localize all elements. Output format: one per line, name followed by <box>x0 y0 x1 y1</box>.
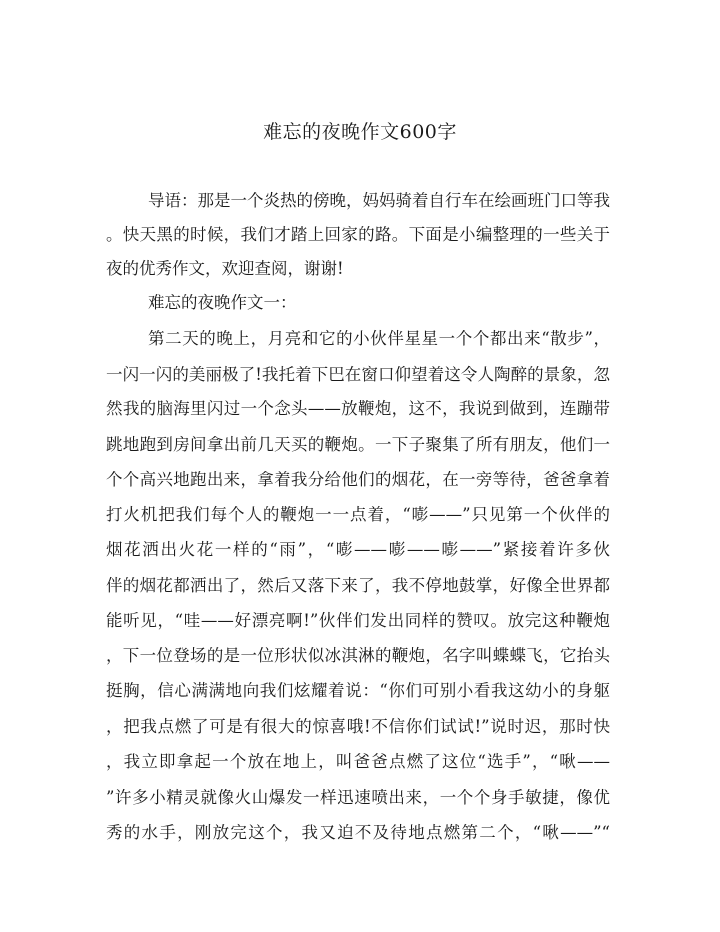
paragraph-line: 跳地跑到房间拿出前几天买的鞭炮。一下子聚集了所有朋友，他们一 <box>106 435 610 454</box>
paragraph-line: 一闪一闪的美丽极了!我托着下巴在窗口仰望着这令人陶醉的景象，忽 <box>106 365 610 384</box>
paragraph-line: 烟花洒出火花一样的“雨”，“嘭——嘭——嘭——”紧接着许多伙 <box>106 540 610 559</box>
paragraph-line: 然我的脑海里闪过一个念头——放鞭炮，这不，我说到做到，连蹦带 <box>106 399 610 418</box>
paragraph-line: 伴的烟花都洒出了，然后又落下来了，我不停地鼓掌，好像全世界都 <box>106 576 610 595</box>
paragraph-line: ，把我点燃了可是有很大的惊喜哦!不信你们试试!”说时迟，那时快 <box>106 717 610 736</box>
paragraph-line: 能听见，“哇——好漂亮啊!”伙伴们发出同样的赞叹。放完这种鞭炮 <box>106 611 610 630</box>
paragraph-line: 第二天的晚上，月亮和它的小伙伴星星一个个都出来“散步”， <box>148 329 610 348</box>
paragraph-line: 夜的优秀作文，欢迎查阅，谢谢! <box>106 259 344 278</box>
page-title: 难忘的夜晚作文600字 <box>263 121 457 143</box>
paragraph-line: 个个高兴地跑出来，拿着我分给他们的烟花，在一旁等待，爸爸拿着 <box>106 470 610 489</box>
paragraph-line: ，下一位登场的是一位形状似冰淇淋的鞭炮，名字叫蝶蝶飞，它抬头 <box>106 646 610 665</box>
paragraph-line: 。快天黑的时候，我们才踏上回家的路。下面是小编整理的一些关于 <box>106 225 610 244</box>
paragraph-line: 秀的水手，刚放完这个，我又迫不及待地点燃第二个，“啾——”“ <box>106 823 610 842</box>
paragraph-line: 挺胸，信心满满地向我们炫耀着说：“你们可别小看我这幼小的身躯 <box>106 681 610 700</box>
paragraph-line: ”许多小精灵就像火山爆发一样迅速喷出来，一个个身手敏捷，像优 <box>106 788 610 807</box>
paragraph-line: ，我立即拿起一个放在地上，叫爸爸点燃了这位“选手”，“啾—— <box>106 752 610 771</box>
paragraph-line: 打火机把我们每个人的鞭炮一一点着，“嘭——”只见第一个伙伴的 <box>106 505 610 524</box>
paragraph-line: 导语：那是一个炎热的傍晚，妈妈骑着自行车在绘画班门口等我 <box>148 191 610 210</box>
section-heading: 难忘的夜晚作文一： <box>148 293 297 312</box>
